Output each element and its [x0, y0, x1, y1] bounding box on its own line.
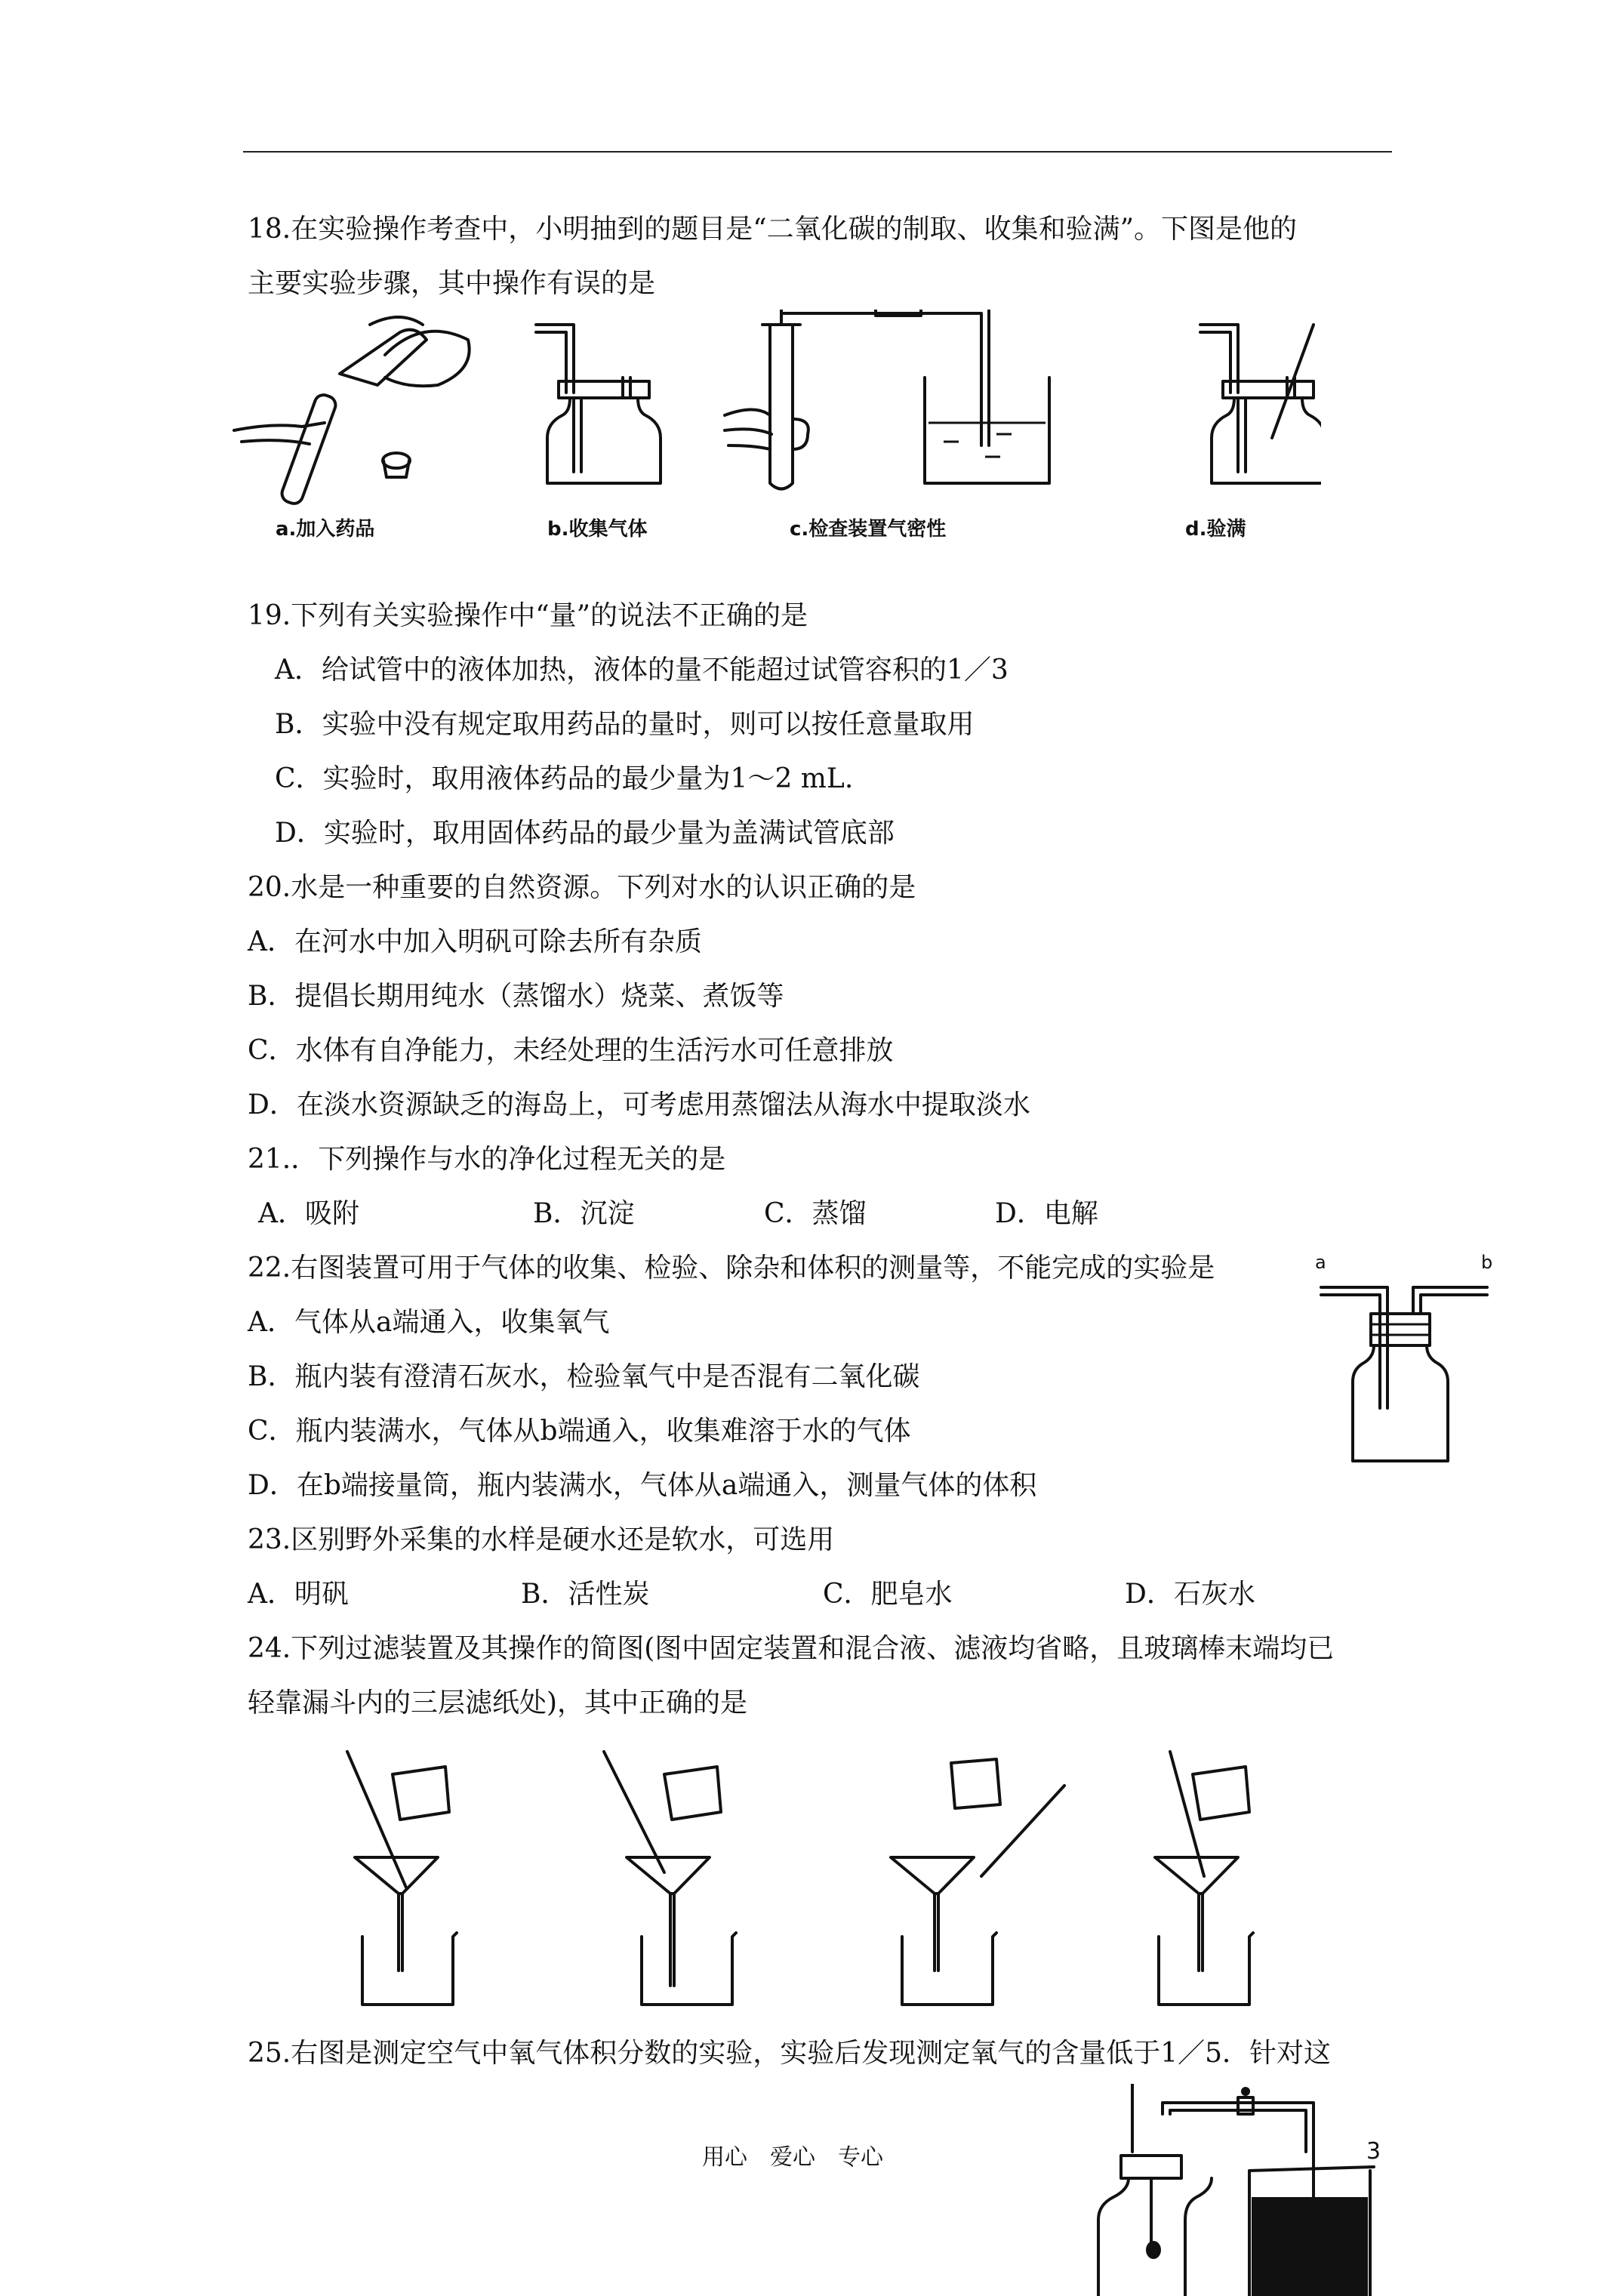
q25-oxygen-measurement-figure — [1087, 2084, 1419, 2296]
q18-stem-line1: 18.在实验操作考查中，小明抽到的题目是“二氧化碳的制取、收集和验满”。下图是他的 — [248, 214, 1298, 245]
q18-caption-a: a.加入药品 — [276, 518, 375, 541]
header-rule — [243, 151, 1392, 153]
q21-stem: 21.．下列操作与水的净化过程无关的是 — [248, 1144, 726, 1175]
q22-option-a: A．气体从a端通入，收集氧气 — [248, 1307, 610, 1338]
q22-label-a: a — [1315, 1252, 1326, 1273]
q24-figure-d — [1155, 1752, 1253, 2005]
q19-option-a: A．给试管中的液体加热，液体的量不能超过试管容积的1／3 — [275, 655, 1009, 686]
q19-option-c: C．实验时，取用液体药品的最少量为1～2 mL. — [275, 763, 854, 794]
q24-figure-b — [604, 1752, 736, 2005]
q22-option-b: B．瓶内装有澄清石灰水，检验氧气中是否混有二氧化碳 — [248, 1361, 920, 1392]
q21-option-d: D．电解 — [995, 1198, 1098, 1229]
q20-option-a: A．在河水中加入明矾可除去所有杂质 — [248, 926, 702, 957]
q18-caption-d: d.验满 — [1185, 518, 1246, 541]
q25-stem: 25.右图是测定空气中氧气体积分数的实验，实验后发现测定氧气的含量低于1／5．针对这 — [248, 2038, 1332, 2069]
q21-option-b: B．沉淀 — [533, 1198, 635, 1229]
q18-figures — [226, 310, 1321, 506]
q18-caption-c: c.检查装置气密性 — [790, 518, 947, 541]
q21-option-a: A．吸附 — [258, 1198, 359, 1229]
footer-motto: 用心 爱心 专心 — [702, 2144, 883, 2171]
q21-option-c: C．蒸馏 — [764, 1198, 867, 1229]
q24-figure-c — [891, 1759, 1064, 2005]
q19-stem: 19.下列有关实验操作中“量”的说法不正确的是 — [248, 600, 808, 631]
q19-option-b: B．实验中没有规定取用药品的量时，则可以按任意量取用 — [275, 709, 975, 740]
q24-figure-a — [347, 1752, 457, 2005]
q24-stem-line1: 24.下列过滤装置及其操作的简图(图中固定装置和混合液、滤液均省略，且玻璃棒末端均已 — [248, 1633, 1335, 1664]
q22-label-b: b — [1481, 1252, 1493, 1273]
page-number: 3 — [1366, 2138, 1381, 2165]
q22-option-d: D．在b端接量筒，瓶内装满水，气体从a端通入，测量气体的体积 — [248, 1470, 1037, 1501]
q18-figure-c — [725, 310, 1049, 489]
q18-stem-line2: 主要实验步骤，其中操作有误的是 — [248, 268, 656, 299]
q20-option-d: D．在淡水资源缺乏的海岛上，可考虑用蒸馏法从海水中提取淡水 — [248, 1089, 1030, 1120]
q18-figure-b — [536, 325, 661, 483]
q20-option-b: B．提倡长期用纯水（蒸馏水）烧菜、煮饭等 — [248, 981, 784, 1012]
q24-stem-line2: 轻靠漏斗内的三层滤纸处)，其中正确的是 — [248, 1687, 748, 1718]
q18-figure-d — [1200, 325, 1321, 483]
q22-option-c: C．瓶内装满水，气体从b端通入，收集难溶于水的气体 — [248, 1416, 911, 1447]
q23-option-c: C．肥皂水 — [823, 1579, 953, 1610]
q22-stem: 22.右图装置可用于气体的收集、检验、除杂和体积的测量等，不能完成的实验是 — [248, 1253, 1215, 1284]
q18-caption-b: b.收集气体 — [547, 518, 648, 541]
q19-option-d: D．实验时，取用固体药品的最少量为盖满试管底部 — [275, 818, 895, 849]
q23-option-b: B．活性炭 — [521, 1579, 650, 1610]
q23-stem: 23.区别野外采集的水样是硬水还是软水，可选用 — [248, 1524, 835, 1555]
q24-filtration-figures — [317, 1744, 1344, 2016]
q20-stem: 20.水是一种重要的自然资源。下列对水的认识正确的是 — [248, 872, 916, 903]
q18-figure-a — [234, 317, 470, 506]
q22-gas-bottle-figure — [1313, 1246, 1495, 1472]
q23-option-d: D．石灰水 — [1125, 1579, 1255, 1610]
q23-option-a: A．明矾 — [248, 1579, 349, 1610]
q20-option-c: C．水体有自净能力，未经处理的生活污水可任意排放 — [248, 1035, 894, 1066]
